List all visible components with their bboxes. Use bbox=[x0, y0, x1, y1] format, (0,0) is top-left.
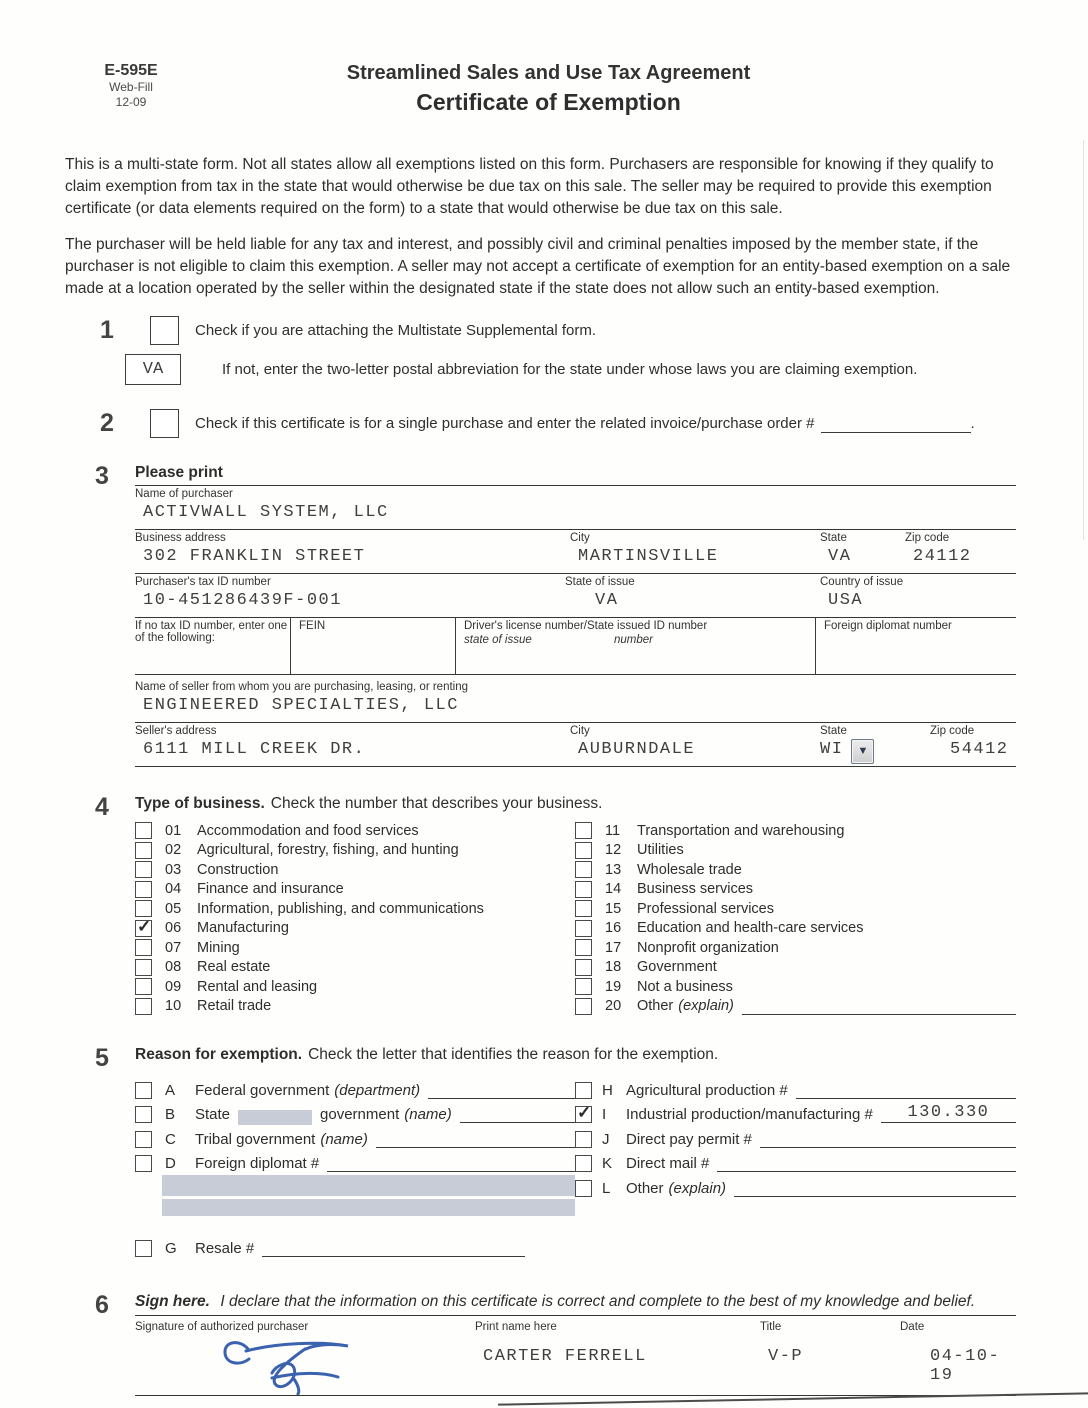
invoice-number-input[interactable] bbox=[821, 415, 971, 433]
redaction-bar bbox=[162, 1175, 575, 1196]
business-type-left-column bbox=[135, 821, 575, 1016]
foreign-diplomat-label: Foreign diplomat number bbox=[824, 620, 952, 632]
seller-address-value[interactable]: 6111 MILL CREEK DR. bbox=[143, 740, 366, 759]
checkbox[interactable] bbox=[575, 978, 592, 995]
purchaser-state-value[interactable]: VA bbox=[828, 547, 852, 566]
section-5 bbox=[95, 1046, 1016, 1257]
tax-id-label: Purchaser's tax ID number bbox=[135, 576, 271, 588]
business-address-value[interactable]: 302 FRANKLIN STREET bbox=[143, 547, 366, 566]
foreign-diplomat-field bbox=[815, 618, 1016, 674]
drivers-license-field bbox=[455, 618, 815, 674]
section-6-number: 6 bbox=[95, 1290, 109, 1319]
business-address-field bbox=[135, 530, 570, 573]
exemption-reason-left-column bbox=[135, 1074, 575, 1257]
checkbox[interactable] bbox=[135, 959, 152, 976]
section-1-number: 1 bbox=[100, 316, 114, 344]
no-tax-id-label: If no tax ID number, enter one of the following: bbox=[135, 620, 288, 644]
industrial-production-input[interactable]: 130.330 bbox=[881, 1103, 1016, 1123]
tax-id-field bbox=[135, 574, 565, 617]
business-type-option[interactable]: 01 Accommodation and food services bbox=[135, 821, 575, 841]
checkbox[interactable] bbox=[135, 939, 152, 956]
state-of-issue-value[interactable]: VA bbox=[595, 591, 619, 610]
checkbox[interactable] bbox=[135, 900, 152, 917]
exemption-state-label: If not, enter the two-letter postal abbreviation for the state under whose laws you are claiming exemption. bbox=[222, 361, 918, 378]
foreign-diplomat-value[interactable] bbox=[824, 632, 1016, 661]
purchaser-state-field bbox=[820, 530, 905, 573]
checkbox[interactable] bbox=[575, 842, 592, 859]
print-name-label: Print name here bbox=[475, 1320, 557, 1333]
title-field bbox=[760, 1333, 900, 1395]
purchaser-city-label: City bbox=[570, 532, 590, 544]
business-type-option[interactable]: 08 Real estate bbox=[135, 958, 575, 978]
exemption-reason-right-column bbox=[575, 1074, 1016, 1257]
business-type-option[interactable]: 10 Retail trade bbox=[135, 997, 575, 1017]
print-name-field bbox=[475, 1333, 760, 1395]
business-type-option[interactable]: 07 Mining bbox=[135, 938, 575, 958]
foreign-diplomat-number-input[interactable] bbox=[327, 1153, 575, 1172]
tax-id-value[interactable]: 10-451286439F-001 bbox=[143, 591, 342, 610]
dl-state-of-issue-label: state of issue bbox=[464, 634, 532, 646]
single-purchase-label: Check if this certificate is for a single purchase and enter the related invoice/purchase order # bbox=[195, 415, 815, 432]
direct-pay-permit-input[interactable] bbox=[760, 1129, 1016, 1148]
business-type-option[interactable]: 11 Transportation and warehousing bbox=[575, 821, 1016, 841]
business-type-option[interactable]: 18 Government bbox=[575, 958, 1016, 978]
seller-name-label: Name of seller from whom you are purchasing, leasing, or renting bbox=[135, 681, 469, 693]
exemption-reason-option[interactable]: A Federal government (department) bbox=[135, 1074, 575, 1099]
fein-label: FEIN bbox=[299, 620, 326, 632]
tribal-government-name-input[interactable] bbox=[376, 1129, 575, 1148]
exemption-reason-option[interactable]: ✓ I Industrial production/manufacturing # 130.330 bbox=[575, 1099, 1016, 1124]
other-business-input[interactable] bbox=[742, 997, 1016, 1015]
direct-mail-input[interactable] bbox=[717, 1153, 1016, 1172]
section-5-number: 5 bbox=[95, 1044, 109, 1072]
section-4-number: 4 bbox=[95, 793, 109, 821]
checkbox[interactable] bbox=[575, 1131, 592, 1148]
declaration-text: I declare that the information on this certificate is correct and complete to the best of my knowledge and belief. bbox=[220, 1292, 976, 1310]
form-code: E-595E bbox=[104, 62, 158, 79]
country-of-issue-value[interactable]: USA bbox=[828, 591, 864, 610]
section-2 bbox=[65, 409, 1016, 438]
seller-zip-value[interactable]: 54412 bbox=[950, 740, 1009, 759]
reason-for-exemption-heading: Reason for exemption. bbox=[135, 1046, 303, 1063]
checkbox[interactable] bbox=[575, 920, 592, 937]
checkbox[interactable] bbox=[575, 1155, 592, 1172]
state-of-issue-label: State of issue bbox=[565, 576, 635, 588]
checkbox[interactable] bbox=[575, 1082, 592, 1099]
single-purchase-suffix: . bbox=[970, 415, 975, 432]
form-title-line1: Streamlined Sales and Use Tax Agreement bbox=[346, 62, 751, 84]
purchaser-city-field bbox=[570, 530, 820, 573]
section-3-number: 3 bbox=[95, 462, 109, 490]
business-type-option[interactable]: 13 Wholesale trade bbox=[575, 860, 1016, 880]
title-label: Title bbox=[760, 1320, 782, 1333]
form-title-line2: Certificate of Exemption bbox=[416, 89, 681, 115]
checkbox[interactable] bbox=[135, 1155, 152, 1172]
business-type-right-column bbox=[575, 821, 1016, 1016]
exemption-reason-option[interactable]: J Direct pay permit # bbox=[575, 1123, 1016, 1148]
checkbox[interactable] bbox=[135, 978, 152, 995]
form-fill-type: Web-Fill bbox=[109, 80, 153, 94]
purchaser-state-label: State bbox=[820, 532, 847, 544]
print-name-value[interactable]: CARTER FERRELL bbox=[483, 1346, 647, 1366]
seller-zip-field bbox=[930, 723, 1016, 766]
multistate-supplemental-label: Check if you are attaching the Multistate Supplemental form. bbox=[195, 322, 597, 339]
state-of-issue-field bbox=[565, 574, 820, 617]
business-type-option[interactable]: 17 Nonprofit organization bbox=[575, 938, 1016, 958]
section-1 bbox=[65, 316, 1016, 385]
business-type-option[interactable]: 15 Professional services bbox=[575, 899, 1016, 919]
sign-here-heading: Sign here. bbox=[135, 1292, 210, 1310]
business-type-option[interactable]: 04 Finance and insurance bbox=[135, 880, 575, 900]
fein-value[interactable] bbox=[299, 632, 455, 661]
state-government-name-input[interactable] bbox=[460, 1104, 575, 1123]
seller-address-label: Seller's address bbox=[135, 725, 217, 737]
checkbox[interactable] bbox=[135, 822, 152, 839]
exemption-reason-option[interactable]: D Foreign diplomat # bbox=[135, 1148, 575, 1173]
checkbox[interactable] bbox=[575, 1180, 592, 1197]
resale-number-input[interactable] bbox=[262, 1238, 525, 1257]
section-6 bbox=[95, 1290, 1016, 1396]
business-type-option[interactable]: 19 Not a business bbox=[575, 977, 1016, 997]
date-value[interactable]: 04-10-19 bbox=[930, 1346, 1001, 1385]
seller-city-field bbox=[570, 723, 820, 766]
form-code-block bbox=[71, 62, 191, 110]
checkbox[interactable] bbox=[575, 881, 592, 898]
section-3 bbox=[95, 464, 1016, 767]
intro-paragraph-1: This is a multi-state form. Not all states allow all exemptions listed on this form. Purchasers are responsible for knowing if they qualify to claim exemption from tax in the state that would otherwise be due tax on this sale. The seller may be required to provide this exemption certificate (or data elements required on the form) to a state that would otherwise be due tax on this sale. bbox=[65, 156, 994, 217]
business-type-option[interactable]: 03 Construction bbox=[135, 860, 575, 880]
drivers-license-label: Driver's license number/State issued ID number bbox=[464, 620, 708, 632]
business-type-option[interactable]: 02 Agricultural, forestry, fishing, and hunting bbox=[135, 841, 575, 861]
fein-field bbox=[290, 618, 455, 674]
exemption-reason-option[interactable]: G Resale # bbox=[135, 1232, 575, 1257]
other-reason-input[interactable] bbox=[734, 1178, 1016, 1197]
seller-state-value[interactable]: WI bbox=[820, 740, 844, 759]
signature-field[interactable] bbox=[135, 1333, 475, 1395]
signature-scribble bbox=[210, 1333, 380, 1395]
date-field bbox=[900, 1333, 1016, 1395]
checkbox[interactable] bbox=[575, 959, 592, 976]
business-type-option[interactable]: ✓ 06 Manufacturing bbox=[135, 919, 575, 939]
purchaser-name-value[interactable]: ACTIVWALL SYSTEM, LLC bbox=[143, 503, 389, 522]
intro-text bbox=[65, 154, 1016, 300]
scan-edge-artifact bbox=[1083, 140, 1085, 540]
date-label: Date bbox=[900, 1320, 925, 1333]
purchaser-zip-label: Zip code bbox=[905, 532, 950, 544]
seller-zip-label: Zip code bbox=[930, 725, 975, 737]
exemption-reason-option[interactable]: K Direct mail # bbox=[575, 1148, 1016, 1173]
checkbox[interactable] bbox=[135, 998, 152, 1015]
section-2-number: 2 bbox=[100, 409, 114, 437]
checkbox[interactable] bbox=[135, 861, 152, 878]
redaction-box bbox=[238, 1110, 312, 1125]
multistate-supplemental-checkbox[interactable] bbox=[150, 316, 179, 345]
title-value[interactable]: V-P bbox=[768, 1346, 804, 1366]
signature-label: Signature of authorized purchaser bbox=[135, 1320, 309, 1333]
agricultural-production-input[interactable] bbox=[796, 1080, 1016, 1099]
business-type-option[interactable]: 05 Information, publishing, and communications bbox=[135, 899, 575, 919]
seller-name-value[interactable]: ENGINEERED SPECIALTIES, LLC bbox=[143, 696, 459, 715]
checkbox[interactable] bbox=[135, 1131, 152, 1148]
seller-city-label: City bbox=[570, 725, 590, 737]
seller-state-label: State bbox=[820, 725, 847, 737]
business-type-option[interactable]: 16 Education and health-care services bbox=[575, 919, 1016, 939]
section-4 bbox=[95, 795, 1016, 1016]
state-dropdown-button[interactable] bbox=[851, 739, 874, 764]
dl-number-label: number bbox=[614, 634, 653, 646]
business-type-option[interactable]: 20 Other (explain) bbox=[575, 997, 1016, 1017]
form-revision: 12-09 bbox=[115, 95, 147, 109]
purchaser-zip-value[interactable]: 24112 bbox=[913, 547, 972, 566]
purchaser-zip-field bbox=[905, 530, 1016, 573]
checkbox[interactable] bbox=[575, 900, 592, 917]
purchaser-name-field bbox=[135, 486, 1016, 530]
checkbox[interactable] bbox=[575, 822, 592, 839]
checkbox[interactable] bbox=[135, 881, 152, 898]
redaction-bar bbox=[162, 1199, 575, 1216]
checkbox[interactable] bbox=[135, 842, 152, 859]
federal-department-input[interactable] bbox=[428, 1080, 575, 1099]
single-purchase-checkbox[interactable] bbox=[150, 409, 179, 438]
purchaser-city-value[interactable]: MARTINSVILLE bbox=[578, 547, 719, 566]
business-type-option[interactable]: 12 Utilities bbox=[575, 841, 1016, 861]
please-print-heading: Please print bbox=[135, 464, 223, 481]
country-of-issue-field bbox=[820, 574, 1016, 617]
exemption-state-input[interactable]: VA bbox=[125, 354, 181, 385]
type-of-business-instruction: Check the number that describes your business. bbox=[270, 795, 603, 812]
business-address-label: Business address bbox=[135, 532, 226, 544]
seller-city-value[interactable]: AUBURNDALE bbox=[578, 740, 696, 759]
checkbox[interactable] bbox=[135, 1082, 152, 1099]
checkbox[interactable] bbox=[135, 920, 152, 937]
seller-state-field bbox=[820, 723, 930, 766]
type-of-business-heading: Type of business. bbox=[135, 795, 265, 812]
checkbox[interactable] bbox=[135, 1106, 152, 1123]
checkbox[interactable] bbox=[575, 939, 592, 956]
country-of-issue-label: Country of issue bbox=[820, 576, 904, 588]
reason-for-exemption-instruction: Check the letter that identifies the reason for the exemption. bbox=[308, 1046, 719, 1063]
purchaser-name-label: Name of purchaser bbox=[135, 488, 233, 500]
exemption-reason-option[interactable]: B State government (name) bbox=[135, 1099, 575, 1124]
checkbox[interactable] bbox=[575, 861, 592, 878]
seller-address-field bbox=[135, 723, 570, 766]
checkbox[interactable] bbox=[575, 1106, 592, 1123]
intro-paragraph-2: The purchaser will be held liable for any tax and interest, and possibly civil and criminal penalties imposed by the member state, if the purchaser is not eligible to claim this exemption. A seller may not accept a certificate of exemption for an entity-based exemption on a sale made at a location operated by the seller within the designated state if the state does not allow such an entity-based exemption. bbox=[65, 236, 1011, 297]
form-header bbox=[65, 62, 1016, 116]
checkbox[interactable] bbox=[575, 998, 592, 1015]
checkbox[interactable] bbox=[135, 1240, 152, 1257]
no-tax-id-note bbox=[135, 618, 290, 674]
exemption-reason-option[interactable]: L Other (explain) bbox=[575, 1172, 1016, 1197]
seller-name-field bbox=[135, 679, 1016, 723]
exemption-reason-option[interactable]: H Agricultural production # bbox=[575, 1074, 1016, 1099]
business-type-option[interactable]: 09 Rental and leasing bbox=[135, 977, 575, 997]
chevron-down-icon: ▼ bbox=[857, 745, 869, 757]
exemption-reason-option[interactable]: C Tribal government (name) bbox=[135, 1123, 575, 1148]
business-type-option[interactable]: 14 Business services bbox=[575, 880, 1016, 900]
